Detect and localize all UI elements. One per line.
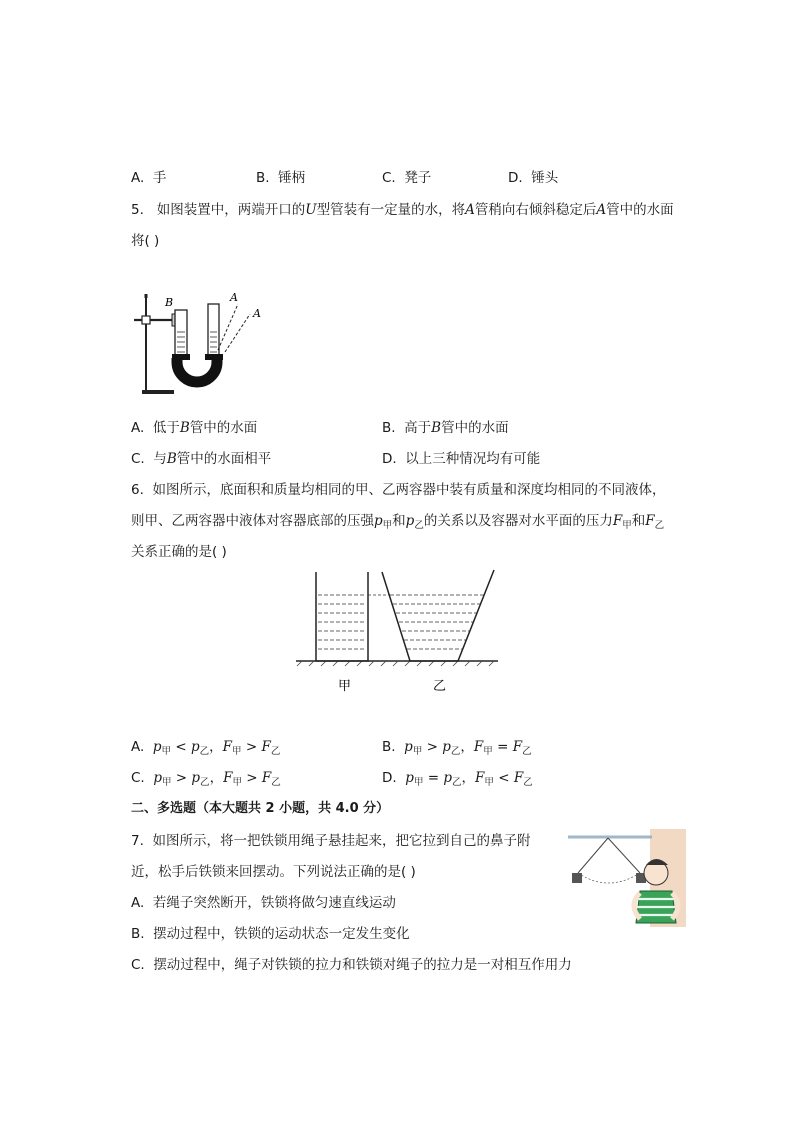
q6-option-d: D. $p_甲 = p_乙$，$F_甲 < F_乙$ [382,770,533,788]
label-yi: 乙 [433,679,447,694]
q4-option-a: A. 手 [131,170,167,186]
q4-option-c: C. 凳子 [382,170,432,186]
q7-option-a: A. 若绳子突然断开，铁锁将做匀速直线运动 [131,895,396,911]
lock-left [572,873,582,883]
q6-stem-line2: 则甲、乙两容器中液体对容器底部的压强$p_甲$和$p_乙$的关系以及容器对水平面的压力$F_甲$和$F_乙$ [131,513,665,531]
q7-stem-line2: 近，松手后铁锁来回摆动。下列说法正确的是( ) [131,864,416,880]
label-a1: A [230,291,238,304]
q5-option-c: C. 与B管中的水面相平 [131,451,272,467]
tube-b [175,310,187,358]
q5-option-a: A. 低于B管中的水面 [131,420,258,436]
q4-option-d: D. 锤头 [508,170,559,186]
stand-base [142,390,174,394]
q5-option-b: B. 高于B管中的水面 [382,420,509,436]
q6-containers-figure [294,566,500,696]
q5-u-tube-figure [128,290,278,402]
q6-stem-line3: 关系正确的是( ) [131,544,227,560]
label-jia: 甲 [338,679,352,694]
q6-option-c: C. $p_甲 > p_乙$，$F_甲 > F_乙$ [131,770,281,788]
q4-option-b: B. 锤柄 [256,170,306,186]
q6-stem-line1: 6. 如图所示，底面积和质量均相同的甲、乙两容器中装有质量和深度均相同的不同液体， [131,482,666,498]
q5-stem-line2: 将( ) [131,233,160,249]
tube-a [208,304,219,358]
label-a2: A [253,307,261,320]
q6-option-a: A. $p_甲 < p_乙$，$F_甲 > F_乙$ [131,739,281,757]
container-yi [382,570,494,661]
section-title-multiple-choice: 二、多选题（本大题共 2 小题，共 4.0 分） [131,801,390,816]
q7-option-c: C. 摆动过程中，绳子对铁锁的拉力和铁锁对绳子的拉力是一对相互作用力 [131,957,572,973]
q5-stem-line1: 5. 如图装置中，两端开口的U型管装有一定量的水，将A管稍向右倾斜稳定后A管中的水面 [131,202,674,218]
q6-option-b: B. $p_甲 > p_乙$，$F_甲 = F_乙$ [382,739,532,757]
q7-pendulum-figure [568,829,686,927]
label-b: B [165,296,174,309]
container-jia [316,572,368,661]
q5-option-d: D. 以上三种情况均有可能 [382,451,541,467]
q7-stem-line1: 7. 如图所示，将一把铁锁用绳子悬挂起来，把它拉到自己的鼻子附 [131,833,531,849]
rubber-tube [177,358,217,382]
q7-option-b: B. 摆动过程中，铁锁的运动状态一定发生变化 [131,926,410,942]
